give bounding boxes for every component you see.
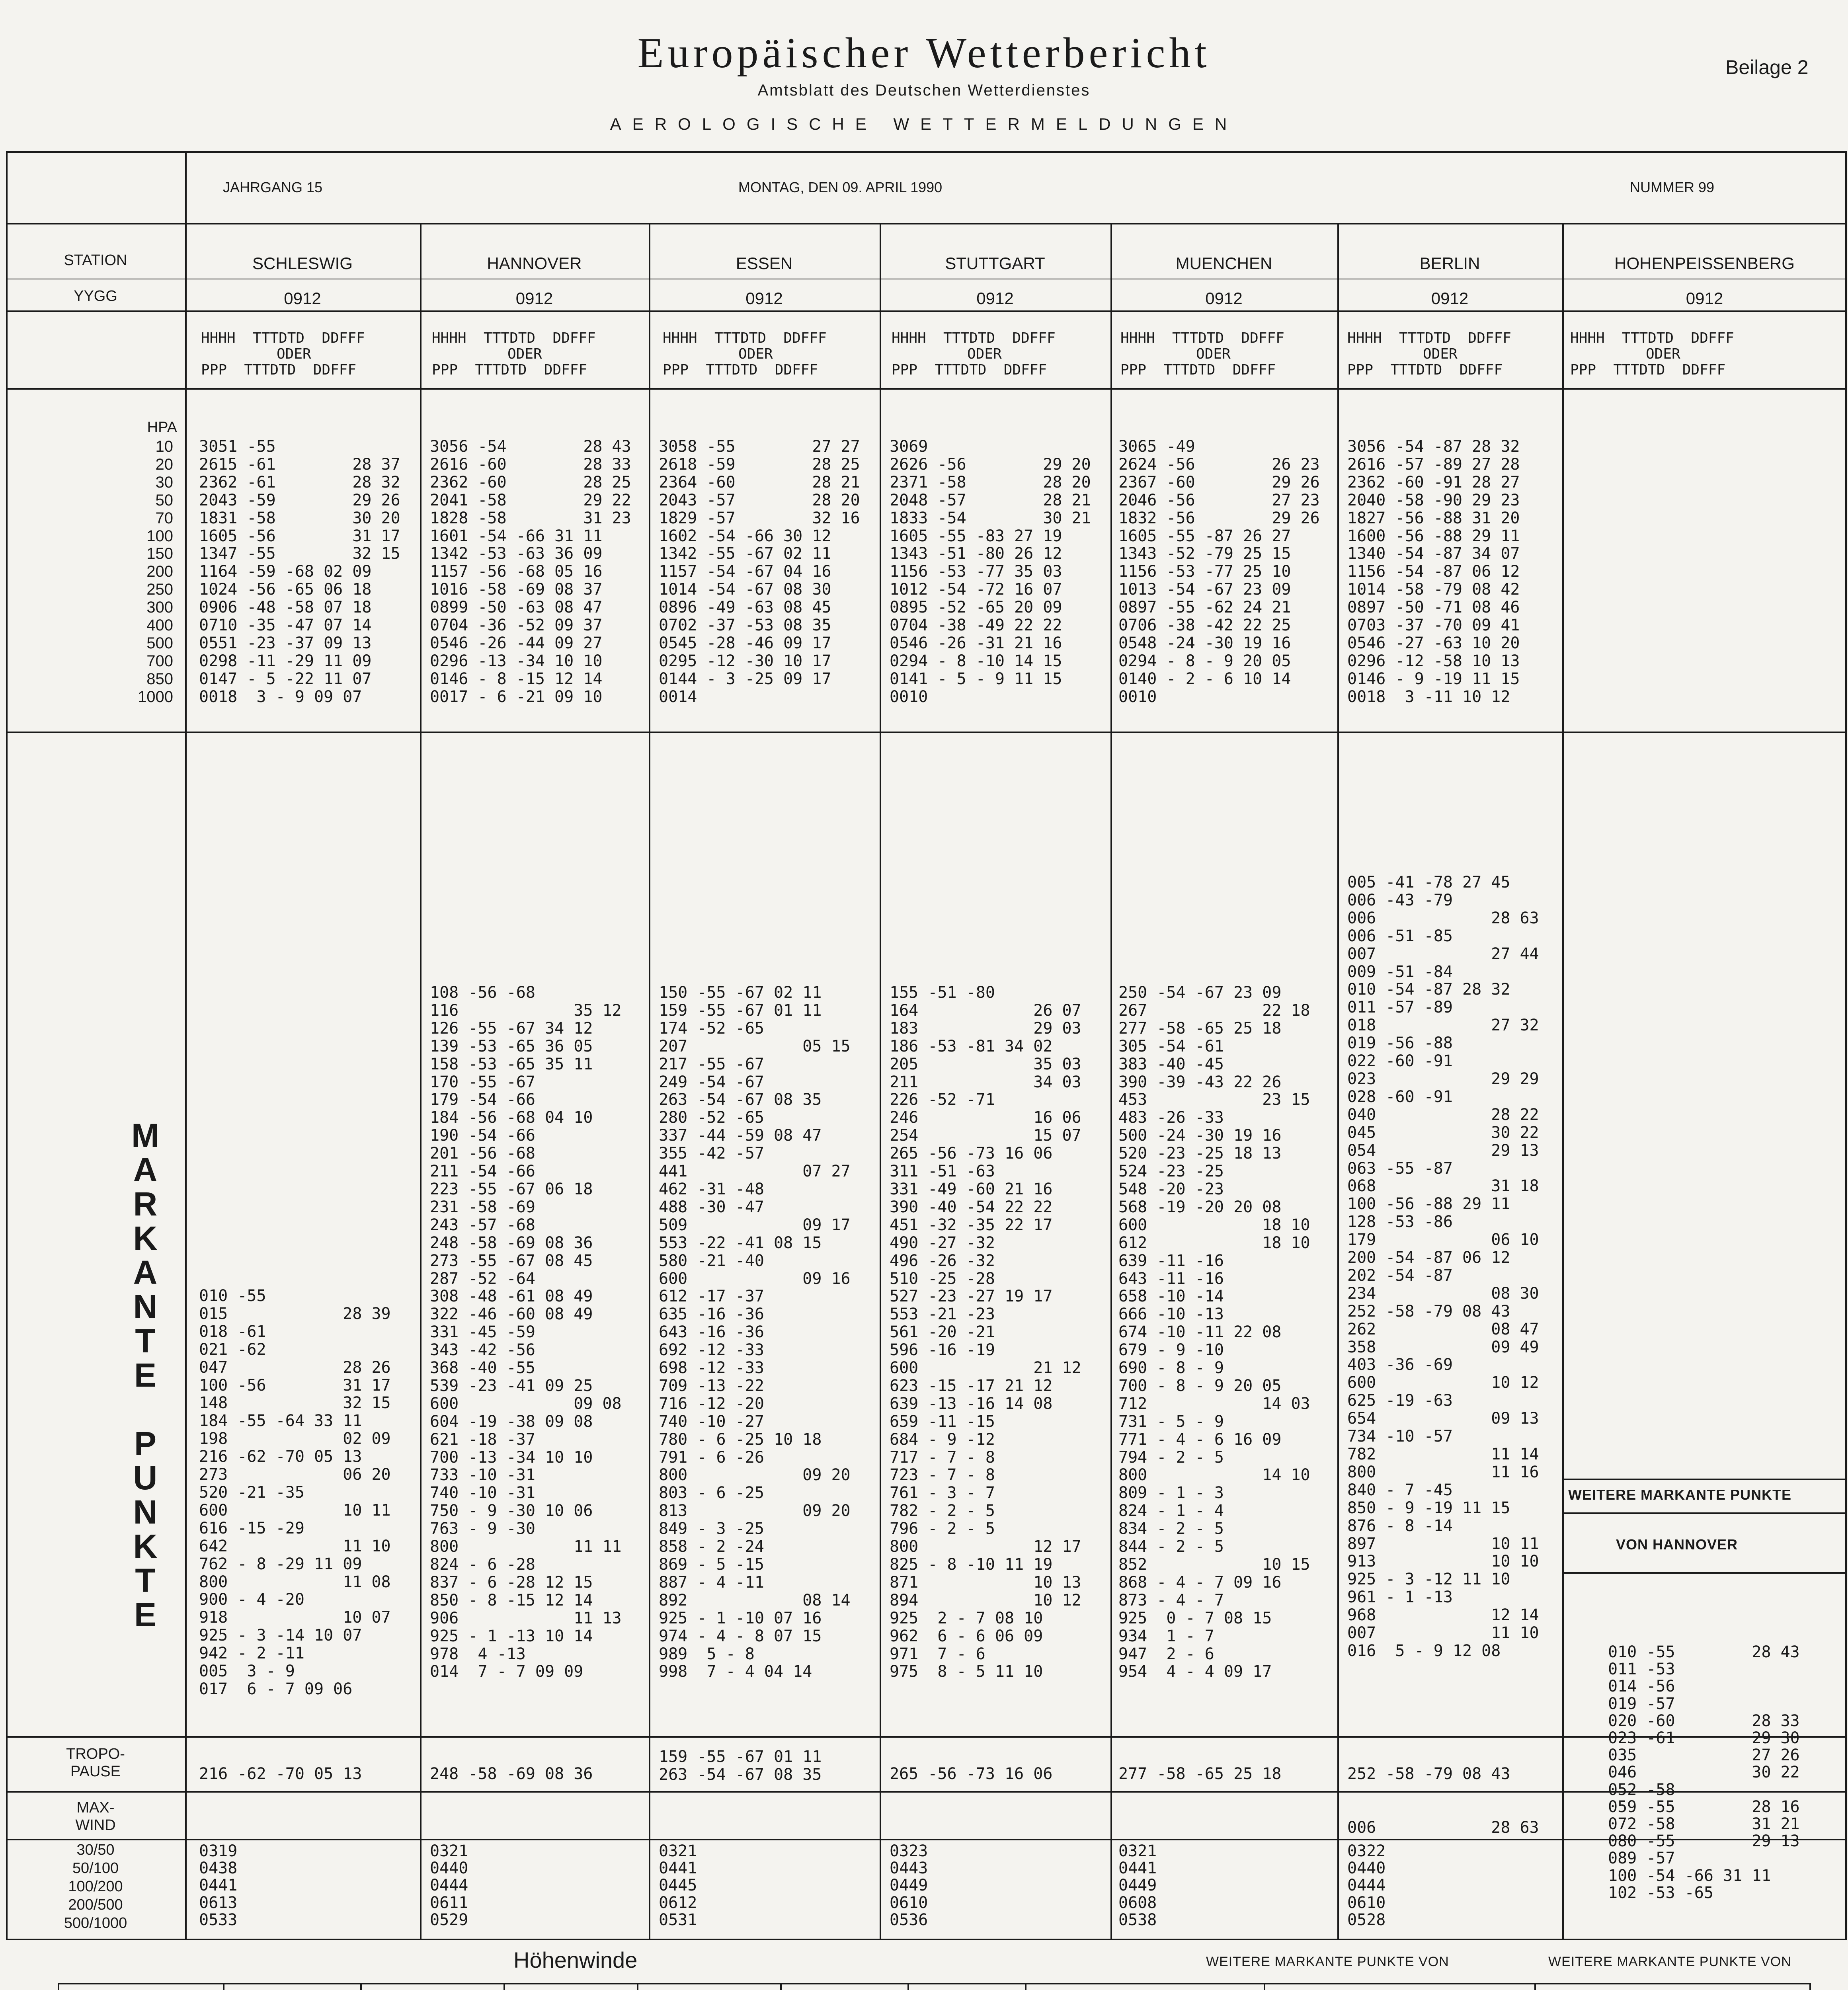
shear-stuttgart: 0323 0443 0449 0610 0536 [890,1842,928,1929]
issue-number: NUMMER 99 [1630,179,1715,195]
markante-punkte-label: M A R K A N T E P U N K T E [131,1117,159,1633]
station-name-stuttgart: STUTTGART [945,254,1045,273]
station-yygg-schleswig: 0912 [284,289,321,308]
std-levels-schleswig: 3051 -55 2615 -61 28 37 2362 -61 28 32 2043 -59 29 26 1831 -58 30 20 1605 -56 31 17 1347 -55 32 15 1164 -59 -68 02 09 1024 -56 -65 06 18 0906 -48 -58 07 18 0710 -35 -47 07 14 0551 -23 -37 09 13 0298 -11 -29 11 09 0147 - 5 -22 11 07 0018 3 - 9 09 07 [199,437,400,706]
std-levels-stuttgart: 3069 2626 -56 29 20 2371 -58 28 20 2048 -57 28 21 1833 -54 30 21 1605 -55 -83 27 19 1343 -51 -80 26 12 1156 -53 -77 35 03 1012 -54 -72 16 07 0895 -52 -65 20 09 0704 -38 -49 22 22 0546 -26 -31 21 16 0294 - 8 -10 14 15 0141 - 5 - 9 11 15 0010 [890,437,1091,706]
std-levels-essen: 3058 -55 27 27 2618 -59 28 25 2364 -60 28 21 2043 -57 28 20 1829 -57 32 16 1602 -54 -66 30 12 1342 -55 -67 02 11 1157 -54 -67 04 16 1014 -54 -67 08 30 0896 -49 -63 08 45 0702 -37 -53 08 35 0545 -28 -46 09 17 0295 -12 -30 10 17 0144 - 3 -25 09 17 0014 [659,437,860,706]
shear-hannover: 0321 0440 0444 0611 0529 [430,1842,468,1929]
page-title: Europäischer Wetterbericht [637,29,1211,77]
station-yygg-hohenpeissenberg: 0912 [1686,289,1723,308]
column-header-hohenpeissenberg: HHHH TTTDTD DDFFF ODER PPP TTTDTD DDFFF [1570,330,1734,378]
hpa-label: HPA [147,419,177,436]
tropopause-muenchen: 277 -58 -65 25 18 [1118,1765,1282,1783]
column-header-berlin: HHHH TTTDTD DDFFF ODER PPP TTTDTD DDFFF [1347,330,1511,378]
yygg-label: YYGG [74,288,117,304]
shear-schleswig: 0319 0438 0441 0613 0533 [199,1842,238,1929]
station-name-schleswig: SCHLESWIG [252,254,353,273]
tropopause-hannover: 248 -58 -69 08 36 [430,1765,593,1783]
sig-points-essen: 150 -55 -67 02 11 159 -55 -67 01 11 174 -52 -65 207 05 15 217 -55 -67 249 -54 -67 263 -54 -67 08 35 280 -52 -65 337 -44 -59 08 47 355 -42 -57 441 07 27 462 -31 -48 488 -30 -47 509 09 17 553 -22 -41 08 15 580 -21 -40 600 09 16 612 -17 -37 635 -16 -36 643 -16 -36 692 -12 -33 698 -12 -33 709 -13 -22 716 -12 -20 740 -10 -27 780 - 6 -25 10 18 791 - 6 -26 800 09 20 803 - 6 -25 813 09 20 849 - 3 -25 858 - 2 -24 869 - 5 -15 887 - 4 -11 892 08 14 925 - 1 -10 07 16 974 - 4 - 8 07 15 989 5 - 8 998 7 - 4 04 14 [659,983,851,1681]
volume-label: JAHRGANG 15 [223,179,323,195]
station-yygg-stuttgart: 0912 [976,289,1014,308]
hoehenwinde-title: Höhenwinde [513,1947,638,1972]
column-header-stuttgart: HHHH TTTDTD DDFFF ODER PPP TTTDTD DDFFF [892,330,1056,378]
weitere-von-label-2: WEITERE MARKANTE PUNKTE VON [1548,1954,1791,1969]
shear-berlin: 0322 0440 0444 0610 0528 [1347,1842,1386,1929]
section-title: AEROLOGISCHE WETTERMELDUNGEN [610,115,1238,133]
tropopause-schleswig: 216 -62 -70 05 13 [199,1765,362,1783]
hoehenwinde-table [58,1983,1811,1990]
station-label: STATION [64,252,127,269]
page-subtitle: Amtsblatt des Deutschen Wetterdienstes [757,82,1091,99]
issue-date: MONTAG, DEN 09. APRIL 1990 [738,179,943,195]
station-name-hannover: HANNOVER [487,254,582,273]
station-yygg-berlin: 0912 [1431,289,1469,308]
sig-points-schleswig: 010 -55 015 28 39 018 -61 021 -62 047 28 26 100 -56 31 17 148 32 15 184 -55 -64 33 11 198 02 09 216 -62 -70 05 13 273 06 20 520 -21 -35 600 10 11 616 -15 -29 642 11 10 762 - 8 -29 11 09 800 11 08 900 - 4 -20 918 10 07 925 - 3 -14 10 07 942 - 2 -11 005 3 - 9 017 6 - 7 09 06 [199,1287,391,1698]
station-name-berlin: BERLIN [1419,254,1480,273]
maxwind-berlin: 006 28 63 [1347,1818,1539,1837]
pressure-levels: 10 20 30 50 70 100 150 200 250 300 400 500 700 850 1000 [138,438,173,706]
tropopause-essen: 159 -55 -67 01 11 263 -54 -67 08 35 [659,1748,822,1784]
hannover-extra-points: 010 -55 28 43 011 -53 014 -56 019 -57 020 -60 28 33 023 -61 29 30 035 27 26 046 30 22 052 -58 059 -55 28 16 072 -58 31 21 080 -55 29 13 089 -57 100 -54 -66 31 11 102 -53 -65 [1608,1643,1800,1902]
sig-points-hannover: 108 -56 -68 116 35 12 126 -55 -67 34 12 139 -53 -65 36 05 158 -53 -65 35 11 170 -55 -67 179 -54 -66 184 -56 -68 04 10 190 -54 -66 201 -56 -68 211 -54 -66 223 -55 -67 06 18 231 -58 -69 243 -57 -68 248 -58 -69 08 36 273 -55 -67 08 45 287 -52 -64 308 -48 -61 08 49 322 -46 -60 08 49 331 -45 -59 343 -42 -56 368 -40 -55 539 -23 -41 09 25 600 09 08 604 -19 -38 09 08 621 -18 -37 700 -13 -34 10 10 733 -10 -31 740 -10 -31 750 - 9 -30 10 06 763 - 9 -30 800 11 11 824 - 6 -28 837 - 6 -28 12 15 850 - 8 -15 12 14 906 11 13 925 - 1 -13 10 14 978 4 -13 014 7 - 7 09 09 [430,983,622,1681]
column-header-schleswig: HHHH TTTDTD DDFFF ODER PPP TTTDTD DDFFF [201,330,365,378]
weitere-hannover-subtitle: VON HANNOVER [1616,1536,1738,1553]
maxwind-label: MAX- WIND [75,1799,116,1834]
station-yygg-essen: 0912 [745,289,783,308]
sig-points-muenchen: 250 -54 -67 23 09 267 22 18 277 -58 -65 25 18 305 -54 -61 383 -40 -45 390 -39 -43 22 26 453 23 15 483 -26 -33 500 -24 -30 19 16 520 -23 -25 18 13 524 -23 -25 548 -20 -23 568 -19 -20 20 08 600 18 10 612 18 10 639 -11 -16 643 -11 -16 658 -10 -14 666 -10 -13 674 -10 -11 22 08 679 - 9 -10 690 - 8 - 9 700 - 8 - 9 20 05 712 14 03 731 - 5 - 9 771 - 4 - 6 16 09 794 - 2 - 5 800 14 10 809 - 1 - 3 824 - 1 - 4 834 - 2 - 5 844 - 2 - 5 852 10 15 868 - 4 - 7 09 16 873 - 4 - 7 925 0 - 7 08 15 934 1 - 7 947 2 - 6 954 4 - 4 09 17 [1118,983,1310,1681]
column-header-muenchen: HHHH TTTDTD DDFFF ODER PPP TTTDTD DDFFF [1120,330,1284,378]
weitere-von-label-1: WEITERE MARKANTE PUNKTE VON [1206,1954,1449,1969]
shear-essen: 0321 0441 0445 0612 0531 [659,1842,697,1929]
station-yygg-muenchen: 0912 [1205,289,1243,308]
shear-muenchen: 0321 0441 0449 0608 0538 [1118,1842,1157,1929]
tropopause-label: TROPO- PAUSE [66,1746,125,1780]
sig-points-stuttgart: 155 -51 -80 164 26 07 183 29 03 186 -53 -81 34 02 205 35 03 211 34 03 226 -52 -71 246 16 06 254 15 07 265 -56 -73 16 06 311 -51 -63 331 -49 -60 21 16 390 -40 -54 22 22 451 -32 -35 22 17 490 -27 -32 496 -26 -32 510 -25 -28 527 -23 -27 19 17 553 -21 -23 561 -20 -21 596 -16 -19 600 21 12 623 -15 -17 21 12 639 -13 -16 14 08 659 -11 -15 684 - 9 -12 717 - 7 - 8 723 - 7 - 8 761 - 3 - 7 782 - 2 - 5 796 - 2 - 5 800 12 17 825 - 8 -10 11 19 871 10 13 894 10 12 925 2 - 7 08 10 962 6 - 6 06 09 971 7 - 6 975 8 - 5 11 10 [890,983,1081,1681]
tropopause-stuttgart: 265 -56 -73 16 06 [890,1765,1053,1783]
std-levels-berlin: 3056 -54 -87 28 32 2616 -57 -89 27 28 2362 -60 -91 28 27 2040 -58 -90 29 23 1827 -56 -88 31 20 1600 -56 -88 29 11 1340 -54 -87 34 07 1156 -54 -87 06 12 1014 -58 -79 08 42 0897 -50 -71 08 46 0703 -37 -70 09 41 0546 -27 -63 10 20 0296 -12 -58 10 13 0146 - 9 -19 11 15 0018 3 -11 10 12 [1347,437,1520,706]
shear-layers: 30/50 50/100 100/200 200/500 500/1000 [64,1842,127,1931]
station-name-essen: ESSEN [736,254,793,273]
tropopause-berlin: 252 -58 -79 08 43 [1347,1765,1510,1783]
station-name-hohenpeissenberg: HOHENPEISSENBERG [1614,254,1795,273]
column-header-essen: HHHH TTTDTD DDFFF ODER PPP TTTDTD DDFFF [663,330,827,378]
std-levels-muenchen: 3065 -49 2624 -56 26 23 2367 -60 29 26 2046 -56 27 23 1832 -56 29 26 1605 -55 -87 26 27 1343 -52 -79 25 15 1156 -53 -77 25 10 1013 -54 -67 23 09 0897 -55 -62 24 21 0706 -38 -42 22 25 0548 -24 -30 19 16 0294 - 8 - 9 20 05 0140 - 2 - 6 10 14 0010 [1118,437,1320,706]
sig-points-berlin: 005 -41 -78 27 45 006 -43 -79 006 28 63 006 -51 -85 007 27 44 009 -51 -84 010 -54 -87 28 32 011 -57 -89 018 27 32 019 -56 -88 022 -60 -91 023 29 29 028 -60 -91 040 28 22 045 30 22 054 29 13 063 -55 -87 068 31 18 100 -56 -88 29 11 128 -53 -86 179 06 10 200 -54 -87 06 12 202 -54 -87 234 08 30 252 -58 -79 08 43 262 08 47 358 09 49 403 -36 -69 600 10 12 625 -19 -63 654 09 13 734 -10 -57 782 11 14 800 11 16 840 - 7 -45 850 - 9 -19 11 15 876 - 8 -14 897 10 11 913 10 10 925 - 3 -12 11 10 961 - 1 -13 968 12 14 007 11 10 016 5 - 9 12 08 [1347,873,1539,1660]
station-yygg-hannover: 0912 [515,289,553,308]
column-header-hannover: HHHH TTTDTD DDFFF ODER PPP TTTDTD DDFFF [432,330,596,378]
station-name-muenchen: MUENCHEN [1175,254,1272,273]
supplement-label: Beilage 2 [1725,56,1809,78]
std-levels-hannover: 3056 -54 28 43 2616 -60 28 33 2362 -60 28 25 2041 -58 29 22 1828 -58 31 23 1601 -54 -66 31 11 1342 -53 -63 36 09 1157 -56 -68 05 16 1016 -58 -69 08 37 0899 -50 -63 08 47 0704 -36 -52 09 37 0546 -26 -44 09 27 0296 -13 -34 10 10 0146 - 8 -15 12 14 0017 - 6 -21 09 10 [430,437,631,706]
weitere-hannover-title: WEITERE MARKANTE PUNKTE [1568,1487,1791,1503]
